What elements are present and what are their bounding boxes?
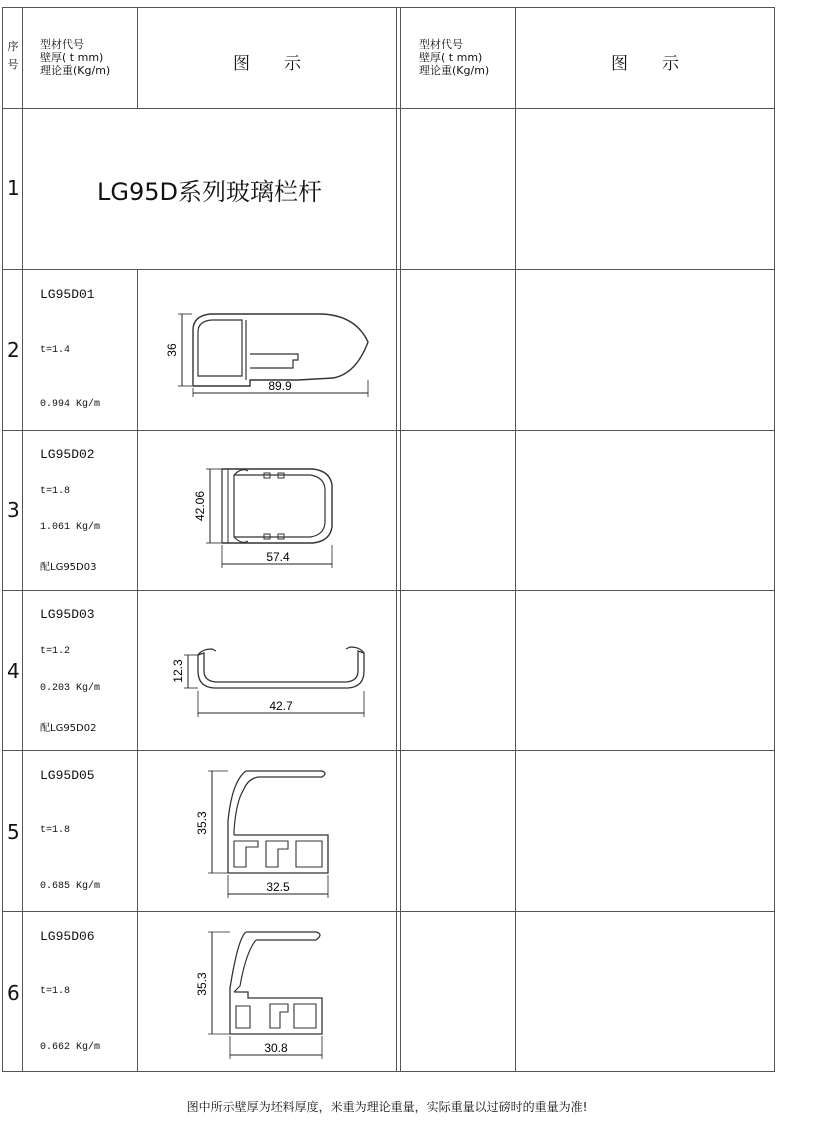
dimension-width: 30.8 [264,1041,288,1055]
profile-code: LG95D05 [40,768,95,783]
dimension-width: 32.5 [266,880,290,894]
profile-thickness: t=1.2 [40,646,71,657]
profile-weight: 0.994 Kg/m [40,399,101,410]
profile-weight: 0.203 Kg/m [40,683,101,694]
row-seq: 6 [7,981,20,1005]
profile-thickness: t=1.8 [40,486,71,497]
profile-drawing-lg95d01 [138,270,396,430]
profile-code: LG95D02 [40,447,95,462]
profile-match: 配LG95D02 [40,723,97,734]
dimension-height: 35.3 [195,972,209,996]
profile-code: LG95D01 [40,287,95,302]
profile-drawing-lg95d03 [138,591,396,751]
header-seq [5,38,21,74]
row-seq: 2 [7,338,20,362]
profile-drawing-lg95d05 [138,751,396,911]
profile-drawing-lg95d06 [138,912,396,1072]
header-spec-line: 型材代号 [419,38,463,51]
dimension-width: 89.9 [268,379,292,393]
header-left-spec [40,38,110,77]
profile-weight: 0.685 Kg/m [40,881,101,892]
profile-code: LG95D03 [40,607,95,622]
profile-match: 配LG95D03 [40,562,97,573]
profile-weight: 1.061 Kg/m [40,522,101,533]
header-spec-line: 理论重(Kg/m) [419,64,490,77]
grid-line [400,7,401,1072]
dimension-width: 42.7 [269,699,293,713]
row-seq: 4 [7,659,20,683]
header-right-spec [419,38,489,77]
header-right-figure: 图 示 [611,54,679,74]
grid-line [2,7,3,1072]
header-spec-line: 壁厚( t mm) [40,51,104,64]
dimension-height: 42.06 [193,490,207,522]
dimension-height: 36 [165,343,179,357]
profile-code: LG95D06 [40,929,95,944]
header-spec-line: 壁厚( t mm) [419,51,483,64]
dimension-height: 35.3 [195,811,209,835]
series-title: LG95D系列玻璃栏杆 [97,178,322,206]
grid-line [22,7,23,1072]
grid-line [2,108,774,109]
dimension-height: 12.3 [171,659,185,683]
profile-thickness: t=1.8 [40,825,71,836]
grid-line [2,7,774,8]
grid-line [515,7,516,1072]
header-seq-char: 序 [7,40,19,53]
dimension-width: 57.4 [266,550,290,564]
row-seq: 3 [7,498,20,522]
profile-thickness: t=1.4 [40,345,71,356]
row-seq: 5 [7,820,20,844]
profile-weight: 0.662 Kg/m [40,1042,101,1053]
header-seq-char: 号 [7,58,19,71]
header-left-figure: 图 示 [233,54,301,74]
profile-drawing-lg95d02 [138,431,396,591]
profile-thickness: t=1.8 [40,986,71,997]
grid-line [774,7,775,1072]
footer-note: 图中所示壁厚为坯料厚度，米重为理论重量，实际重量以过磅时的重量为准! [186,1100,588,1114]
header-spec-line: 型材代号 [40,38,84,51]
grid-line [396,7,397,1072]
row-seq: 1 [7,176,20,200]
header-spec-line: 理论重(Kg/m) [40,64,111,77]
